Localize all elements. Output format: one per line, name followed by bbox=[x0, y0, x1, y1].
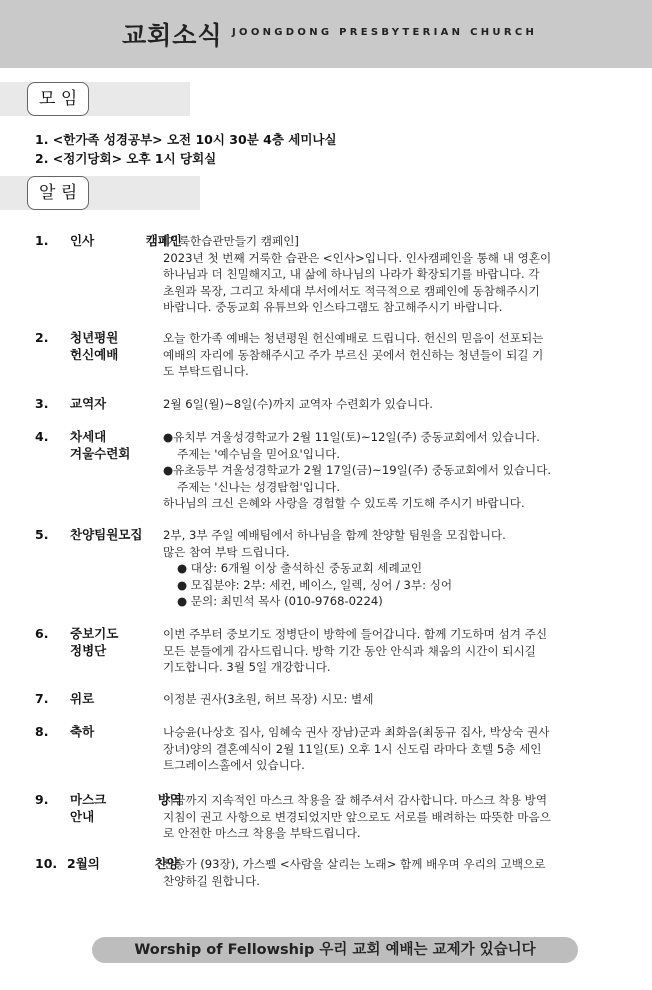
gathering-item: 2. <정기당회> 오후 1시 당회실 bbox=[35, 151, 217, 166]
notice-body bbox=[163, 527, 617, 610]
notice-line: 도 부탁드립니다. bbox=[163, 364, 249, 378]
notice-line: 2월 6일(월)~8일(수)까지 교역자 수련회가 있습니다. bbox=[163, 397, 433, 411]
notice-line: ● 문의: 최민석 목사 (010-9768-0224) bbox=[177, 594, 383, 608]
notice-line: 하나님의 크신 은혜와 사랑을 경험할 수 있도록 기도해 주시기 바랍니다. bbox=[163, 496, 525, 510]
notice-label-line: 겨울수련회 bbox=[70, 445, 131, 461]
notice-line: ● 모집분야: 2부: 세컨, 베이스, 일렉, 싱어 / 3부: 싱어 bbox=[177, 577, 453, 592]
notice-line: 모든 분들에게 감사드립니다. 방학 기간 동안 안식과 채움의 시간이 되시길 bbox=[163, 643, 536, 658]
notice-line: 많은 참여 부탁 드립니다. bbox=[163, 544, 290, 559]
notice-number: 10. bbox=[35, 856, 58, 871]
notice-body bbox=[163, 626, 617, 676]
notice-line: 찬양하길 원합니다. bbox=[163, 873, 260, 888]
notice-number: 8. bbox=[35, 724, 49, 739]
notice-body bbox=[163, 233, 617, 316]
notice-label-line: 안내 bbox=[70, 808, 95, 824]
notice-label-line: 축하 bbox=[70, 724, 95, 739]
header-subtitle: JOONGDONG PRESBYTERIAN CHURCH bbox=[232, 27, 538, 38]
notice-line: 주제는 '예수님을 믿어요'입니다. bbox=[177, 446, 341, 461]
notice-label-line: 청년평원 bbox=[70, 330, 119, 345]
notice-label-line: 찬양팀원모집 bbox=[70, 527, 143, 542]
notice-line: 이번 주부터 중보기도 정병단이 방학에 들어갑니다. 함께 기도하며 섬겨 주신 bbox=[163, 627, 548, 641]
notice-line: 나승윤(나상호 집사, 임혜숙 권사 장남)군과 최화음(최동규 집사, 박상숙 권사 bbox=[163, 725, 550, 739]
notice-label-line: 중보기도 bbox=[70, 626, 119, 641]
notice-line: 기도합니다. 3월 5일 개강합니다. bbox=[163, 660, 331, 674]
notice-label-line: 헌신예배 bbox=[70, 346, 119, 362]
notice-label-line: 인사 캠페인 bbox=[70, 233, 182, 248]
notice-line: 찬송가 (93장), 가스펠 <사람을 살리는 노래> 함께 배우며 우리의 고백으로 bbox=[163, 857, 546, 871]
notice-number: 9. bbox=[35, 792, 49, 807]
header-banner bbox=[0, 0, 652, 68]
notice-line: 주제는 '신나는 성경탐험'입니다. bbox=[177, 479, 341, 494]
notice-number: 6. bbox=[35, 626, 49, 641]
notice-line: ●유초등부 겨울성경학교가 2월 17일(금)~19일(주) 중동교회에서 있습니다. bbox=[163, 463, 552, 477]
gathering-item: 1. <한가족 성경공부> 오전 10시 30분 4층 세미나실 bbox=[35, 132, 337, 147]
notice-body bbox=[163, 429, 617, 512]
notice-line: 장녀)양의 결혼예식이 2월 11일(토) 오후 1시 신도림 라마다 호텔 5층 세인 bbox=[163, 741, 542, 756]
notice-body bbox=[163, 396, 617, 413]
notice-label-line: 2월의 찬양 bbox=[67, 856, 179, 871]
notice-line: 2023년 첫 번째 거룩한 습관은 <인사>입니다. 인사캠페인을 통해 내 영혼이 bbox=[163, 250, 552, 265]
notice-line: 지침이 권고 사항으로 변경되었지만 앞으로도 서로를 배려하는 따뜻한 마음으 bbox=[163, 809, 551, 824]
notice-label-line: 마스크 방역 bbox=[70, 792, 182, 807]
notice-line: 로 안전한 마스크 착용을 부탁드립니다. bbox=[163, 826, 361, 840]
notice-body bbox=[163, 691, 617, 708]
notice-line: ●유치부 겨울성경학교가 2월 11일(토)~12일(주) 중동교회에서 있습니다. bbox=[163, 430, 540, 444]
header-title: 교회소식 bbox=[122, 21, 223, 50]
notice-line: 바랍니다. 중동교회 유튜브와 인스타그램도 참고해주시기 바랍니다. bbox=[163, 300, 503, 314]
notice-line: ● 대상: 6개월 이상 출석하신 중동교회 세례교인 bbox=[177, 561, 423, 575]
notice-line: [거룩한습관만들기 캠페인] bbox=[163, 234, 299, 248]
notice-line: 오늘 한가족 예배는 청년평원 헌신예배로 드립니다. 헌신의 믿음이 선포되는 bbox=[163, 331, 544, 345]
notice-label-line: 차세대 bbox=[70, 429, 107, 444]
notice-number: 3. bbox=[35, 396, 49, 411]
notice-number: 4. bbox=[35, 429, 49, 444]
notice-line: 예배의 자리에 동참해주시고 주가 부르신 곳에서 헌신하는 청년들이 되길 기 bbox=[163, 347, 544, 362]
notice-body bbox=[163, 856, 617, 889]
notice-label-line: 위로 bbox=[70, 691, 95, 706]
section-label-gathering: 모 임 bbox=[27, 82, 89, 116]
notice-line: 하나님과 더 친밀해지고, 내 삶에 하나님의 나라가 확장되기를 바랍니다. 각 bbox=[163, 267, 540, 281]
notice-line: 2부, 3부 주일 예배팀에서 하나님을 함께 찬양할 팀원을 모집합니다. bbox=[163, 528, 506, 542]
notice-number: 2. bbox=[35, 330, 49, 345]
notice-number: 5. bbox=[35, 527, 49, 542]
notice-body bbox=[163, 330, 617, 380]
footer-banner: Worship of Fellowship 우리 교회 예배는 교제가 있습니다 bbox=[92, 937, 578, 963]
notice-label-line: 교역자 bbox=[70, 396, 107, 411]
notice-line: 지금까지 지속적인 마스크 착용을 잘 해주셔서 감사합니다. 마스크 착용 방역 bbox=[163, 793, 548, 807]
notice-line: 초원과 목장, 그리고 차세대 부서에서도 적극적으로 캠페인에 동참해주시기 bbox=[163, 283, 540, 298]
notice-number: 1. bbox=[35, 233, 49, 248]
section-label-notices: 알 림 bbox=[27, 176, 89, 210]
notice-line: 이정분 권사(3초원, 허브 목장) 시모: 별세 bbox=[163, 692, 374, 706]
notice-label-line: 정병단 bbox=[70, 642, 107, 658]
notice-body bbox=[163, 724, 617, 774]
notice-number: 7. bbox=[35, 691, 49, 706]
notice-body bbox=[163, 792, 617, 842]
notice-line: 트그레이스홀에서 있습니다. bbox=[163, 758, 305, 772]
